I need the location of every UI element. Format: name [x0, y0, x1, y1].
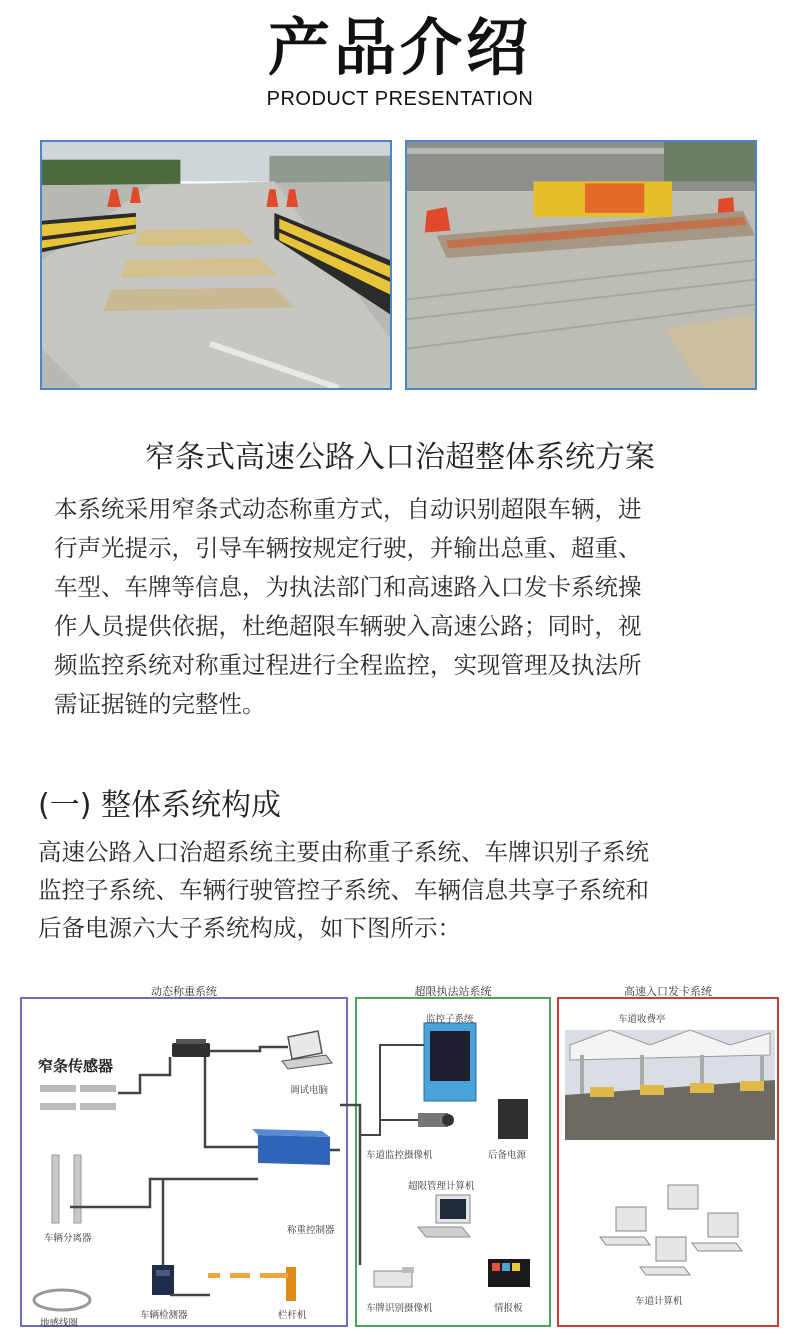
plate-camera-icon: [374, 1267, 414, 1287]
panel-title-enforcement: 超限执法站系统: [414, 985, 492, 998]
paragraph-line: 后备电源六大子系统构成，如下图所示：: [38, 914, 461, 942]
label-weighing-controller: 称重控制器: [287, 1225, 335, 1236]
page-subtitle: PRODUCT PRESENTATION: [266, 88, 534, 110]
label-strip-sensor: 窄条传感器: [38, 1057, 114, 1075]
label-vehicle-detector: 车辆检测器: [140, 1310, 188, 1321]
page-title: 产品介绍: [267, 11, 532, 84]
lane-camera-icon: [418, 1113, 454, 1127]
highway-entrance-photo: [40, 140, 392, 390]
solution-paragraph: [54, 490, 754, 724]
info-board-icon: [488, 1259, 530, 1287]
label-lane-computer: 车道计算机: [635, 1296, 683, 1307]
strip-sensor-photo: [405, 140, 757, 390]
composition-paragraph: [38, 833, 778, 947]
label-vehicle-separator: 车辆分离器: [44, 1233, 92, 1244]
paragraph-line: 车型、车牌等信息，为执法部门和高速路入口发卡系统操: [54, 573, 642, 601]
paragraph-line: 作人员提供依据，杜绝超限车辆驶入高速公路；同时，视: [54, 612, 642, 640]
label-backup-power: 后备电源: [488, 1150, 527, 1161]
label-plate-camera: 车牌识别摄像机: [366, 1303, 433, 1314]
label-info-board: 情报板: [494, 1303, 523, 1314]
label-toll-booth: 车道收费亭: [618, 1014, 666, 1025]
label-overload-computer: 超限管理计算机: [408, 1181, 475, 1192]
laptop-icon: [282, 1031, 332, 1069]
junction-box-icon: [172, 1039, 210, 1057]
paragraph-line: 高速公路入口治超系统主要由称重子系统、车牌识别子系统: [38, 838, 649, 866]
vehicle-separator-icon: [52, 1155, 81, 1223]
backup-power-icon: [498, 1099, 528, 1139]
paragraph-line: 本系统采用窄条式动态称重方式，自动识别超限车辆，进: [54, 495, 642, 523]
strip-sensor-icon: [40, 1085, 116, 1110]
paragraph-line: 监控子系统、车辆行驶管控子系统、车辆信息共享子系统和: [38, 876, 649, 904]
paragraph-line: 需证据链的完整性。: [54, 690, 266, 718]
vehicle-detector-icon: [152, 1265, 174, 1295]
monitor-cabinet-icon: [424, 1023, 476, 1101]
system-diagram: [0, 975, 800, 1335]
label-lane-camera: 车道监控摄像机: [366, 1150, 433, 1161]
toll-booth-canopy-icon: [565, 1030, 775, 1140]
label-debug-pc: 调试电脑: [290, 1085, 329, 1096]
weighing-controller-icon: [252, 1129, 330, 1165]
paragraph-line: 行声光提示，引导车辆按规定行驶，并输出总重、超重、: [54, 534, 642, 562]
barrier-icon: [208, 1267, 296, 1301]
solution-heading: 窄条式高速公路入口治超整体系统方案: [145, 440, 655, 475]
label-loop-coil: 地感线圈: [40, 1318, 79, 1329]
loop-coil-icon: [34, 1290, 90, 1310]
panel-title-toll: 高速入口发卡系统: [624, 985, 712, 998]
panel-title-weighing: 动态称重系统: [151, 985, 217, 998]
overload-computer-icon: [418, 1195, 470, 1237]
label-barrier: 栏杆机: [278, 1310, 307, 1321]
paragraph-line: 频监控系统对称重过程进行全程监控，实现管理及执法所: [54, 651, 642, 679]
composition-heading: (一) 整体系统构成: [38, 788, 281, 823]
label-monitor-subsystem: 监控子系统: [426, 1014, 474, 1025]
lane-computer-cluster-icon: [600, 1185, 742, 1275]
